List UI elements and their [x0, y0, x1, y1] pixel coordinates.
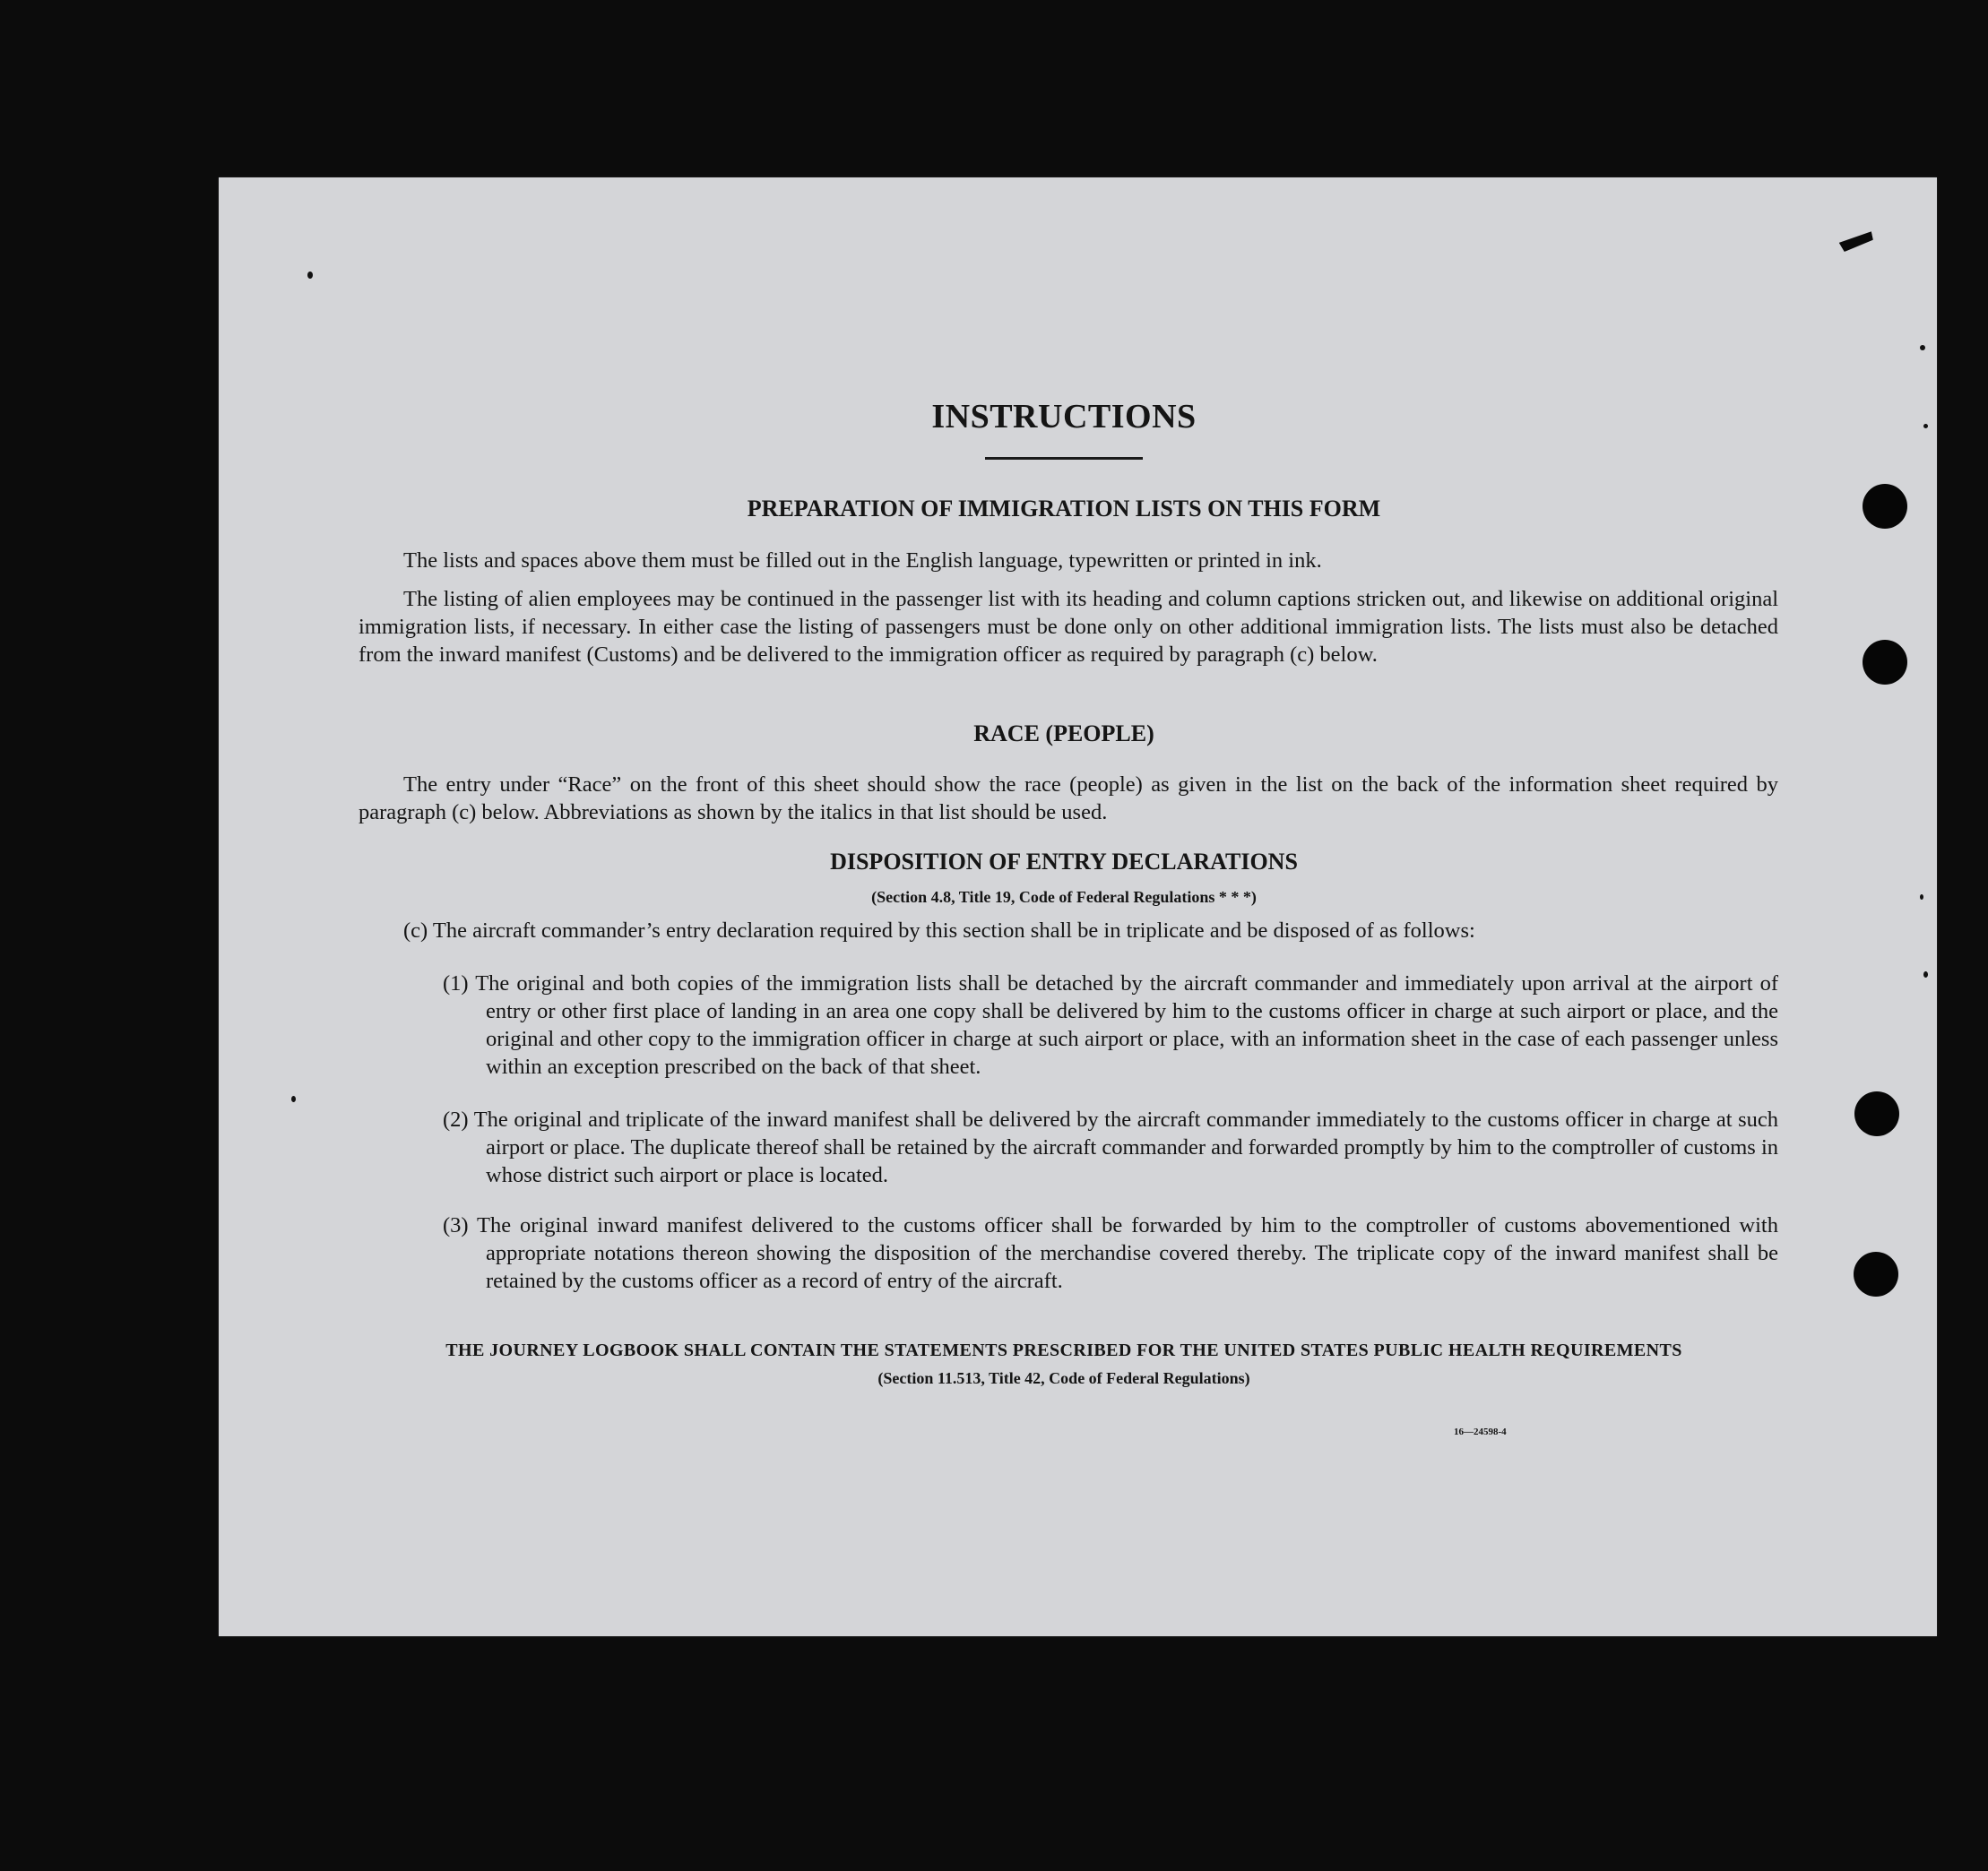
section-heading-race: RACE (PEOPLE): [973, 720, 1154, 746]
punch-hole: [1854, 1252, 1898, 1297]
speck: [1920, 345, 1925, 350]
paragraph-race-entry: The entry under “Race” on the front of this sheet should show the race (people) as given in the list on the back of the information sheet required by paragraph (c) below. Abbreviations as shown by the italics in that list should be used.: [359, 772, 1778, 824]
list-item-2: (2) The original and triplicate of the inward manifest shall be delivered by the aircraft commander immediately to the customs officer in charge at such airport or place. The duplicate thereof shall be retained by the aircraft commander and forwarded promptly by him to the comptroller of customs in whose district such airport or place is located.: [443, 1108, 1778, 1187]
section-heading-disposition: DISPOSITION OF ENTRY DECLARATIONS: [830, 849, 1298, 875]
document-sheet: [219, 177, 1937, 1636]
speck: [1923, 424, 1928, 428]
section-citation: (Section 4.8, Title 19, Code of Federal Regulations * * *): [871, 888, 1257, 906]
title-rule: [985, 457, 1143, 460]
paragraph-english-language: The lists and spaces above them must be filled out in the English language, typewritten or printed in ink.: [403, 548, 1322, 573]
punch-hole: [1863, 484, 1907, 529]
section-heading-preparation: PREPARATION OF IMMIGRATION LISTS ON THIS FORM: [747, 496, 1381, 522]
list-item-1: (1) The original and both copies of the immigration lists shall be detached by the aircraft commander and immediately upon arrival at the airport of entry or other first place of landing in an area one copy shall be delivered by him to the customs officer in charge at such airport or place, and the original and other copy to the immigration officer in charge at such airport or place, with an information sheet in the case of each passenger unless within an exception prescribed on the back of that sheet.: [443, 971, 1778, 1079]
health-requirements-citation: (Section 11.513, Title 42, Code of Federal Regulations): [877, 1369, 1250, 1387]
list-item-3: (3) The original inward manifest delivered to the customs officer shall be forwarded by him to the comptroller of customs abovementioned with appropriate notations thereon showing the disposition of the merchandise covered thereby. The triplicate copy of the inward manifest shall be retained by the customs officer as a record of entry of the aircraft.: [443, 1213, 1778, 1293]
document-title: INSTRUCTIONS: [931, 398, 1197, 435]
punch-hole: [1854, 1091, 1899, 1136]
paragraph-alien-employees: The listing of alien employees may be continued in the passenger list with its heading and column captions stricken out, and likewise on additional original immigration lists, if necessary. In either case the listing of passengers must be done only on other additional immigration lists. The lists must also be detached from the inward manifest (Customs) and be delivered to the immigration officer as required by paragraph (c) below.: [359, 587, 1778, 667]
speck: [1923, 971, 1928, 978]
punch-hole: [1863, 640, 1907, 685]
health-requirements-statement: THE JOURNEY LOGBOOK SHALL CONTAIN THE STATEMENTS PRESCRIBED FOR THE UNITED STATES PUBLIC HEALTH REQUIREMENTS: [445, 1341, 1682, 1360]
speck: [291, 1096, 296, 1102]
speck: [307, 272, 313, 279]
paragraph-c-intro: (c) The aircraft commander’s entry declaration required by this section shall be in triplicate and be disposed of as follows:: [403, 918, 1475, 943]
speck: [1920, 894, 1923, 900]
form-number: 16—24598-4: [1454, 1427, 1507, 1437]
